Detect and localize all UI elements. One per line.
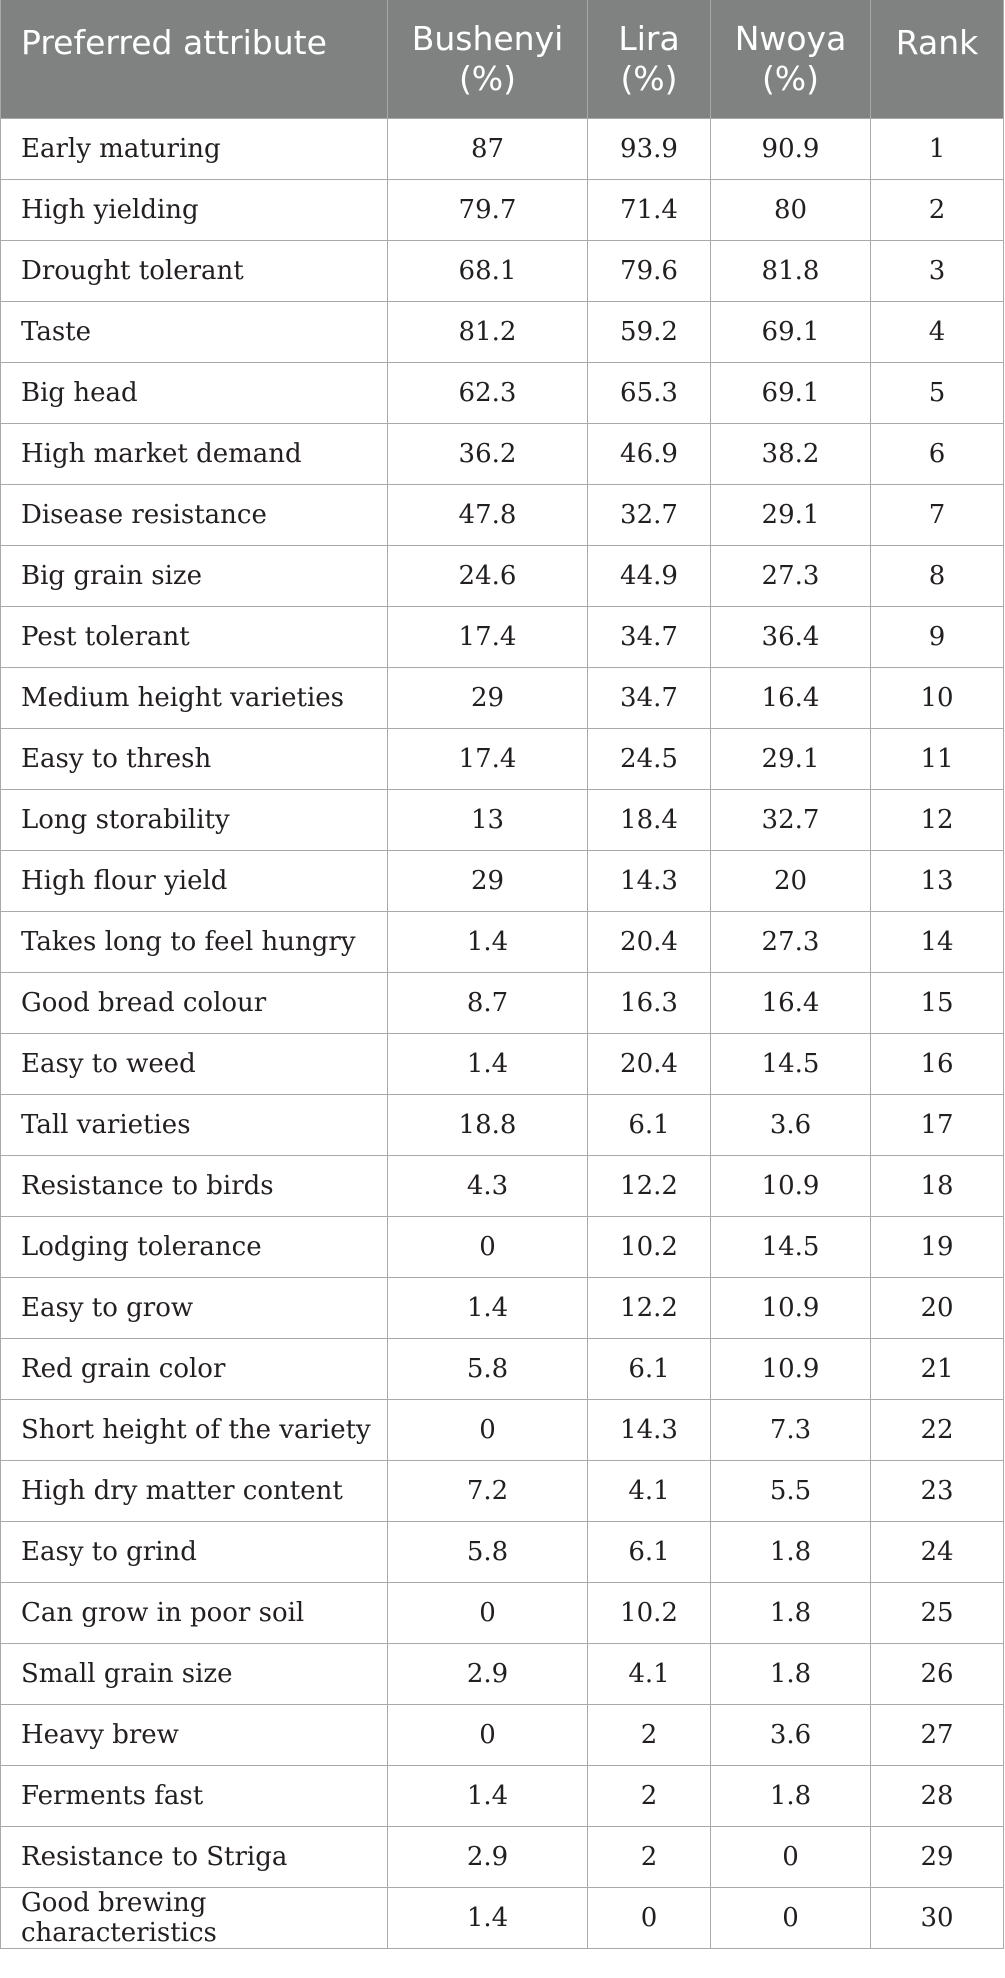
cell-attribute: Easy to thresh <box>1 728 388 789</box>
table-row <box>1 1582 1004 1643</box>
header-rank <box>871 0 1004 118</box>
cell-attribute: Heavy brew <box>1 1704 388 1765</box>
cell-lira: 2 <box>588 1826 711 1887</box>
table-row <box>1 1338 1004 1399</box>
cell-attribute: Early maturing <box>1 118 388 179</box>
cell-bushenyi: 0 <box>388 1582 588 1643</box>
table-row <box>1 667 1004 728</box>
cell-nwoya: 0 <box>711 1826 871 1887</box>
table-row <box>1 606 1004 667</box>
cell-lira: 32.7 <box>588 484 711 545</box>
cell-rank: 16 <box>871 1033 1004 1094</box>
cell-attribute: Resistance to Striga <box>1 1826 388 1887</box>
cell-lira: 20.4 <box>588 1033 711 1094</box>
cell-bushenyi: 1.4 <box>388 1887 588 1948</box>
cell-attribute: Small grain size <box>1 1643 388 1704</box>
table-row <box>1 1460 1004 1521</box>
table-row <box>1 1765 1004 1826</box>
cell-attribute: Tall varieties <box>1 1094 388 1155</box>
cell-nwoya: 1.8 <box>711 1765 871 1826</box>
cell-nwoya: 3.6 <box>711 1704 871 1765</box>
table-row <box>1 423 1004 484</box>
cell-rank: 12 <box>871 789 1004 850</box>
cell-lira: 14.3 <box>588 1399 711 1460</box>
header-bushenyi <box>388 0 588 118</box>
table-row <box>1 1094 1004 1155</box>
table-row <box>1 118 1004 179</box>
cell-lira: 10.2 <box>588 1216 711 1277</box>
cell-attribute: Short height of the variety <box>1 1399 388 1460</box>
cell-rank: 29 <box>871 1826 1004 1887</box>
cell-rank: 2 <box>871 179 1004 240</box>
cell-attribute: Can grow in poor soil <box>1 1582 388 1643</box>
cell-nwoya: 27.3 <box>711 545 871 606</box>
cell-attribute: Easy to grind <box>1 1521 388 1582</box>
cell-bushenyi: 17.4 <box>388 728 588 789</box>
table-row <box>1 1277 1004 1338</box>
cell-lira: 14.3 <box>588 850 711 911</box>
cell-nwoya: 69.1 <box>711 362 871 423</box>
cell-rank: 11 <box>871 728 1004 789</box>
cell-bushenyi: 18.8 <box>388 1094 588 1155</box>
cell-rank: 1 <box>871 118 1004 179</box>
cell-lira: 12.2 <box>588 1155 711 1216</box>
table-row <box>1 1826 1004 1887</box>
table-row <box>1 240 1004 301</box>
cell-rank: 8 <box>871 545 1004 606</box>
cell-attribute: Pest tolerant <box>1 606 388 667</box>
table-body <box>1 118 1004 1948</box>
cell-lira: 59.2 <box>588 301 711 362</box>
cell-rank: 10 <box>871 667 1004 728</box>
table-row <box>1 972 1004 1033</box>
cell-bushenyi: 79.7 <box>388 179 588 240</box>
cell-bushenyi: 24.6 <box>388 545 588 606</box>
cell-nwoya: 7.3 <box>711 1399 871 1460</box>
header-unit: (%) <box>761 58 820 98</box>
table-row <box>1 362 1004 423</box>
cell-attribute: Long storability <box>1 789 388 850</box>
table-row <box>1 1643 1004 1704</box>
cell-lira: 16.3 <box>588 972 711 1033</box>
cell-attribute: Red grain color <box>1 1338 388 1399</box>
table-row <box>1 728 1004 789</box>
cell-attribute: Easy to grow <box>1 1277 388 1338</box>
cell-lira: 34.7 <box>588 606 711 667</box>
cell-bushenyi: 4.3 <box>388 1155 588 1216</box>
table-row <box>1 484 1004 545</box>
cell-bushenyi: 5.8 <box>388 1338 588 1399</box>
cell-lira: 20.4 <box>588 911 711 972</box>
header-label: Nwoya <box>734 18 847 58</box>
cell-attribute: Easy to weed <box>1 1033 388 1094</box>
cell-bushenyi: 0 <box>388 1399 588 1460</box>
cell-bushenyi: 87 <box>388 118 588 179</box>
cell-attribute: Big grain size <box>1 545 388 606</box>
cell-bushenyi: 1.4 <box>388 911 588 972</box>
cell-nwoya: 29.1 <box>711 728 871 789</box>
cell-rank: 23 <box>871 1460 1004 1521</box>
cell-bushenyi: 2.9 <box>388 1826 588 1887</box>
cell-bushenyi: 8.7 <box>388 972 588 1033</box>
cell-rank: 28 <box>871 1765 1004 1826</box>
table-row <box>1 301 1004 362</box>
cell-rank: 25 <box>871 1582 1004 1643</box>
cell-rank: 4 <box>871 301 1004 362</box>
cell-nwoya: 1.8 <box>711 1521 871 1582</box>
cell-nwoya: 1.8 <box>711 1643 871 1704</box>
cell-attribute: Disease resistance <box>1 484 388 545</box>
cell-attribute: High flour yield <box>1 850 388 911</box>
table-row <box>1 1155 1004 1216</box>
cell-attribute: Good brewing characteristics <box>1 1887 388 1948</box>
table-row <box>1 1216 1004 1277</box>
cell-lira: 44.9 <box>588 545 711 606</box>
table-row <box>1 1887 1004 1948</box>
table-row <box>1 545 1004 606</box>
cell-nwoya: 3.6 <box>711 1094 871 1155</box>
cell-nwoya: 36.4 <box>711 606 871 667</box>
cell-nwoya: 20 <box>711 850 871 911</box>
cell-rank: 30 <box>871 1887 1004 1948</box>
cell-bushenyi: 1.4 <box>388 1765 588 1826</box>
cell-lira: 10.2 <box>588 1582 711 1643</box>
header-label: Preferred attribute <box>21 23 327 62</box>
header-preferred-attribute <box>1 0 388 118</box>
cell-bushenyi: 2.9 <box>388 1643 588 1704</box>
cell-attribute: Resistance to birds <box>1 1155 388 1216</box>
cell-rank: 9 <box>871 606 1004 667</box>
cell-rank: 6 <box>871 423 1004 484</box>
cell-lira: 2 <box>588 1704 711 1765</box>
cell-bushenyi: 62.3 <box>388 362 588 423</box>
cell-rank: 7 <box>871 484 1004 545</box>
cell-rank: 13 <box>871 850 1004 911</box>
cell-lira: 24.5 <box>588 728 711 789</box>
cell-bushenyi: 36.2 <box>388 423 588 484</box>
table-row <box>1 1704 1004 1765</box>
cell-rank: 14 <box>871 911 1004 972</box>
cell-lira: 12.2 <box>588 1277 711 1338</box>
cell-nwoya: 10.9 <box>711 1277 871 1338</box>
cell-nwoya: 80 <box>711 179 871 240</box>
cell-attribute: High dry matter content <box>1 1460 388 1521</box>
cell-rank: 27 <box>871 1704 1004 1765</box>
table-row <box>1 179 1004 240</box>
cell-nwoya: 32.7 <box>711 789 871 850</box>
cell-lira: 79.6 <box>588 240 711 301</box>
header-label: Rank <box>895 23 979 62</box>
cell-lira: 4.1 <box>588 1460 711 1521</box>
cell-lira: 46.9 <box>588 423 711 484</box>
cell-rank: 20 <box>871 1277 1004 1338</box>
cell-lira: 34.7 <box>588 667 711 728</box>
cell-lira: 6.1 <box>588 1521 711 1582</box>
cell-rank: 17 <box>871 1094 1004 1155</box>
header-label: Bushenyi <box>411 18 564 58</box>
cell-lira: 2 <box>588 1765 711 1826</box>
cell-attribute: Lodging tolerance <box>1 1216 388 1277</box>
cell-bushenyi: 17.4 <box>388 606 588 667</box>
cell-attribute: High market demand <box>1 423 388 484</box>
header-lira <box>588 0 711 118</box>
cell-lira: 6.1 <box>588 1338 711 1399</box>
cell-attribute: Drought tolerant <box>1 240 388 301</box>
cell-bushenyi: 0 <box>388 1704 588 1765</box>
cell-rank: 3 <box>871 240 1004 301</box>
cell-rank: 5 <box>871 362 1004 423</box>
cell-nwoya: 90.9 <box>711 118 871 179</box>
header-row <box>1 0 1004 118</box>
cell-attribute: Ferments fast <box>1 1765 388 1826</box>
cell-nwoya: 1.8 <box>711 1582 871 1643</box>
table-row <box>1 1033 1004 1094</box>
cell-rank: 15 <box>871 972 1004 1033</box>
cell-bushenyi: 5.8 <box>388 1521 588 1582</box>
cell-nwoya: 14.5 <box>711 1216 871 1277</box>
cell-nwoya: 10.9 <box>711 1155 871 1216</box>
table-row <box>1 911 1004 972</box>
table-row <box>1 1521 1004 1582</box>
cell-nwoya: 38.2 <box>711 423 871 484</box>
cell-attribute: High yielding <box>1 179 388 240</box>
cell-lira: 65.3 <box>588 362 711 423</box>
cell-lira: 18.4 <box>588 789 711 850</box>
cell-bushenyi: 0 <box>388 1216 588 1277</box>
cell-nwoya: 14.5 <box>711 1033 871 1094</box>
cell-nwoya: 0 <box>711 1887 871 1948</box>
cell-nwoya: 29.1 <box>711 484 871 545</box>
table-row <box>1 1399 1004 1460</box>
cell-rank: 22 <box>871 1399 1004 1460</box>
cell-attribute: Taste <box>1 301 388 362</box>
cell-bushenyi: 7.2 <box>388 1460 588 1521</box>
cell-nwoya: 27.3 <box>711 911 871 972</box>
cell-bushenyi: 47.8 <box>388 484 588 545</box>
cell-rank: 26 <box>871 1643 1004 1704</box>
header-nwoya <box>711 0 871 118</box>
table-row <box>1 789 1004 850</box>
cell-nwoya: 10.9 <box>711 1338 871 1399</box>
cell-lira: 0 <box>588 1887 711 1948</box>
table-row <box>1 850 1004 911</box>
cell-attribute: Medium height varieties <box>1 667 388 728</box>
cell-lira: 6.1 <box>588 1094 711 1155</box>
cell-bushenyi: 1.4 <box>388 1277 588 1338</box>
header-label: Lira <box>618 18 680 58</box>
cell-attribute: Good bread colour <box>1 972 388 1033</box>
cell-bushenyi: 29 <box>388 850 588 911</box>
cell-attribute: Takes long to feel hungry <box>1 911 388 972</box>
cell-rank: 19 <box>871 1216 1004 1277</box>
cell-bushenyi: 13 <box>388 789 588 850</box>
header-unit: (%) <box>458 58 517 98</box>
cell-attribute: Big head <box>1 362 388 423</box>
cell-nwoya: 16.4 <box>711 972 871 1033</box>
cell-nwoya: 81.8 <box>711 240 871 301</box>
cell-rank: 21 <box>871 1338 1004 1399</box>
cell-bushenyi: 1.4 <box>388 1033 588 1094</box>
cell-nwoya: 5.5 <box>711 1460 871 1521</box>
cell-bushenyi: 29 <box>388 667 588 728</box>
cell-nwoya: 69.1 <box>711 301 871 362</box>
table-header <box>1 0 1004 118</box>
cell-nwoya: 16.4 <box>711 667 871 728</box>
cell-lira: 71.4 <box>588 179 711 240</box>
cell-bushenyi: 81.2 <box>388 301 588 362</box>
cell-rank: 18 <box>871 1155 1004 1216</box>
cell-bushenyi: 68.1 <box>388 240 588 301</box>
header-unit: (%) <box>620 58 678 98</box>
cell-lira: 4.1 <box>588 1643 711 1704</box>
cell-rank: 24 <box>871 1521 1004 1582</box>
cell-lira: 93.9 <box>588 118 711 179</box>
